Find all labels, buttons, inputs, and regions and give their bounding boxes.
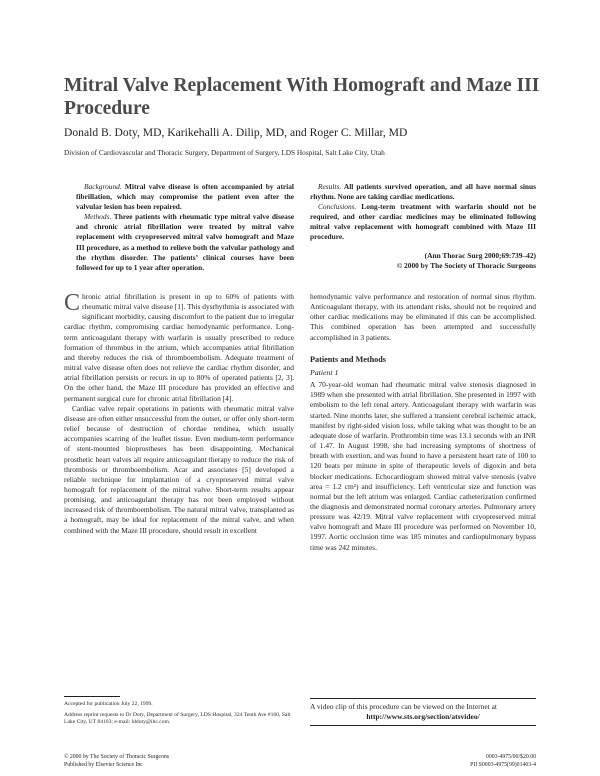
author-list: Donald B. Doty, MD, Karikehalli A. Dilip, MD, and Roger C. Millar, MD [64,126,408,139]
footer-copyright: © 2000 by The Society of Thoracic Surgeons [64,754,170,760]
reprint-address: Address reprint requests to Dr Doty, Department of Surgery, LDS Hospital, 324 Tenth Ave #160, Salt Lake City, UT 84103; e-mail: lddoty@ihc.com. [64,711,291,726]
abstract-right [310,182,536,271]
footer-left [64,754,294,769]
abstract-copyright: © 2000 by The Society of Thoracic Surgeons [396,260,536,270]
intro-text-1: hronic atrial fibrillation is present in up to 60% of patients with rheumatic mitral valve disease [1]. This dysrhythmia is associated with significant morbidity, causing discomfort to the patient due to irregular cardiac rhythm, compromising cardiac hemodynamic performance. Long-term anticoagulant therapy with warfarin is usually prescribed to reduce formation of thrombus in the atrium, which accompanies atrial fibrillation and thereby reduces the risk of thromboembolism. Adequate treatment of mitral valve disease often does not relieve the cardiac rhythm disorder, and atrial fibrillation persists or recurs in up to 80% of operated patients [2, 3]. On the other hand, the Maze III procedure has provided an effective and permanent surgical cure for chronic atrial fibrillation [4]. [64,292,294,403]
abstract-conclusions [310,202,536,242]
video-notice-box [310,698,536,726]
abstract-results [310,182,536,202]
section-heading: Patients and Methods [310,354,386,364]
background-label: Background. [84,182,122,191]
patient1-paragraph: A 70-year-old woman had rheumatic mitral valve stenosis diagnosed in 1989 when she presented with atrial fibrillation. She presented in 1997 with embolism to the left renal artery. Anticoagulant therapy with warfarin was started. Nine months later, she suffered a transient cerebral ischemic attack, manifest by right-sided vision loss, while taking what was thought to be an adequate dose of warfarin. Prothrombin time was 13.1 seconds with an INR of 1.47. In August 1998, she had increasing symptoms of shortness of breath with exertion, and was found to have a persistent heart rate of 100 to 120 beats per minute in spite of therapeutic levels of digoxin and beta blocker medications. Echocardiogram showed mitral valve stenosis (valve area = 1.2 cm²) and insufficiency. Left ventricular size and function was normal but the left atrium was enlarged. Cardiac catheterization confirmed the diagnosis and demonstrated normal coronary arteries. Pulmonary artery pressure was 42/19. Mitral valve replacement with cryopreserved mitral valve homograft and Maze III procedure was performed on November 10, 1997. Aortic occlusion time was 185 minutes and cardiopulmonary bypass time was 242 minutes. [310,380,536,552]
body-right-column [310,292,536,553]
results-text: All patients survived operation, and all have normal sinus rhythm. None are taking cardiac medications. [310,182,536,202]
body-left-column [64,292,294,536]
subsection-heading: Patient 1 [310,367,339,377]
affiliation: Division of Cardiovascular and Thoracic Surgery, Department of Surgery, LDS Hospital, Salt Lake City, Utah [64,148,385,157]
intro-continuation: hemodynamic valve performance and restoration of normal sinus rhythm. Anticoagulant therapy, with its attendant risks, should not be required and other cardiac medications may be eliminated if this can be accomplished. This combined operation has been attempted and successfully accomplished in 3 patients. [310,292,536,342]
methods-text: Three patients with rheumatic type mitral valve disease and chronic atrial fibrillation were treated by mitral valve replacement with cryopreserved mitral valve homograft and Maze III procedure, as a method to relieve both the valvular pathology and the rhythm disorder. The patients’ clinical courses have been followed for up to 1 year after operation. [76,212,294,272]
footer-price: 0003-4975/00/$20.00 [485,754,536,760]
footer-publisher: Published by Elsevier Science Inc [64,761,143,768]
citation: (Ann Thorac Surg 2000;69:739–42) [424,250,536,260]
background-text: Mitral valve disease is often accompanied by atrial fibrillation, which may compromise the patient even after the valvular lesion has been repaired. [76,182,294,212]
article-title: Mitral Valve Replacement With Homograft and Maze III Procedure [64,75,540,119]
footnote [64,701,294,730]
intro-paragraph-2: Cardiac valve repair operations in patients with rheumatic mitral valve disease are often either unsuccessful from the outset, or offer only short-term relief because of destruction of chordae tendinea, which usually accompanies scarring of the leaflet tissue. Even medium-term performance of stent-mounted bioprostheses has been disappointing. Mechanical prosthetic heart valves all require anticoagulant therapy to reduce the risk of thrombosis or thromboembolism. Acar and associates [5] developed a reliable technique for implantation of a cryopreserved mitral valve homograft for replacement of the mitral valve. Short-term results appear promising, and anticoagulant therapy has not been employed without increased risk of thromboembolism. The natural mitral valve, transplanted as a homograft, may be ideal for replacement of the mitral valve, and when combined with the Maze III procedure, should result in excellent [64,403,294,535]
footer-pii: PII S0003-4975(99)01403-4 [470,761,536,768]
abstract-left [76,182,294,273]
conclusions-text: Long-term treatment with warfarin should not be required, and other cardiac medicines may be eliminated following mitral valve replacement with homograft combined with Maze III procedure. [310,202,536,242]
video-url-link[interactable]: http://www.sts.org/section/atsvideo/ [366,712,480,721]
accepted-date: Accepted for publication July 22, 1999. [64,701,153,707]
intro-paragraph-1 [64,292,294,404]
video-notice-text: A video clip of this procedure can be viewed on the Internet at [310,702,498,711]
footnote-rule [64,696,120,697]
conclusions-label: Conclusions. [318,202,357,212]
results-label: Results. [318,182,342,191]
abstract-methods [76,212,294,273]
methods-label: Methods. [84,212,112,222]
drop-cap: C [64,290,81,316]
abstract-background [76,182,294,212]
footer-right [380,754,536,769]
